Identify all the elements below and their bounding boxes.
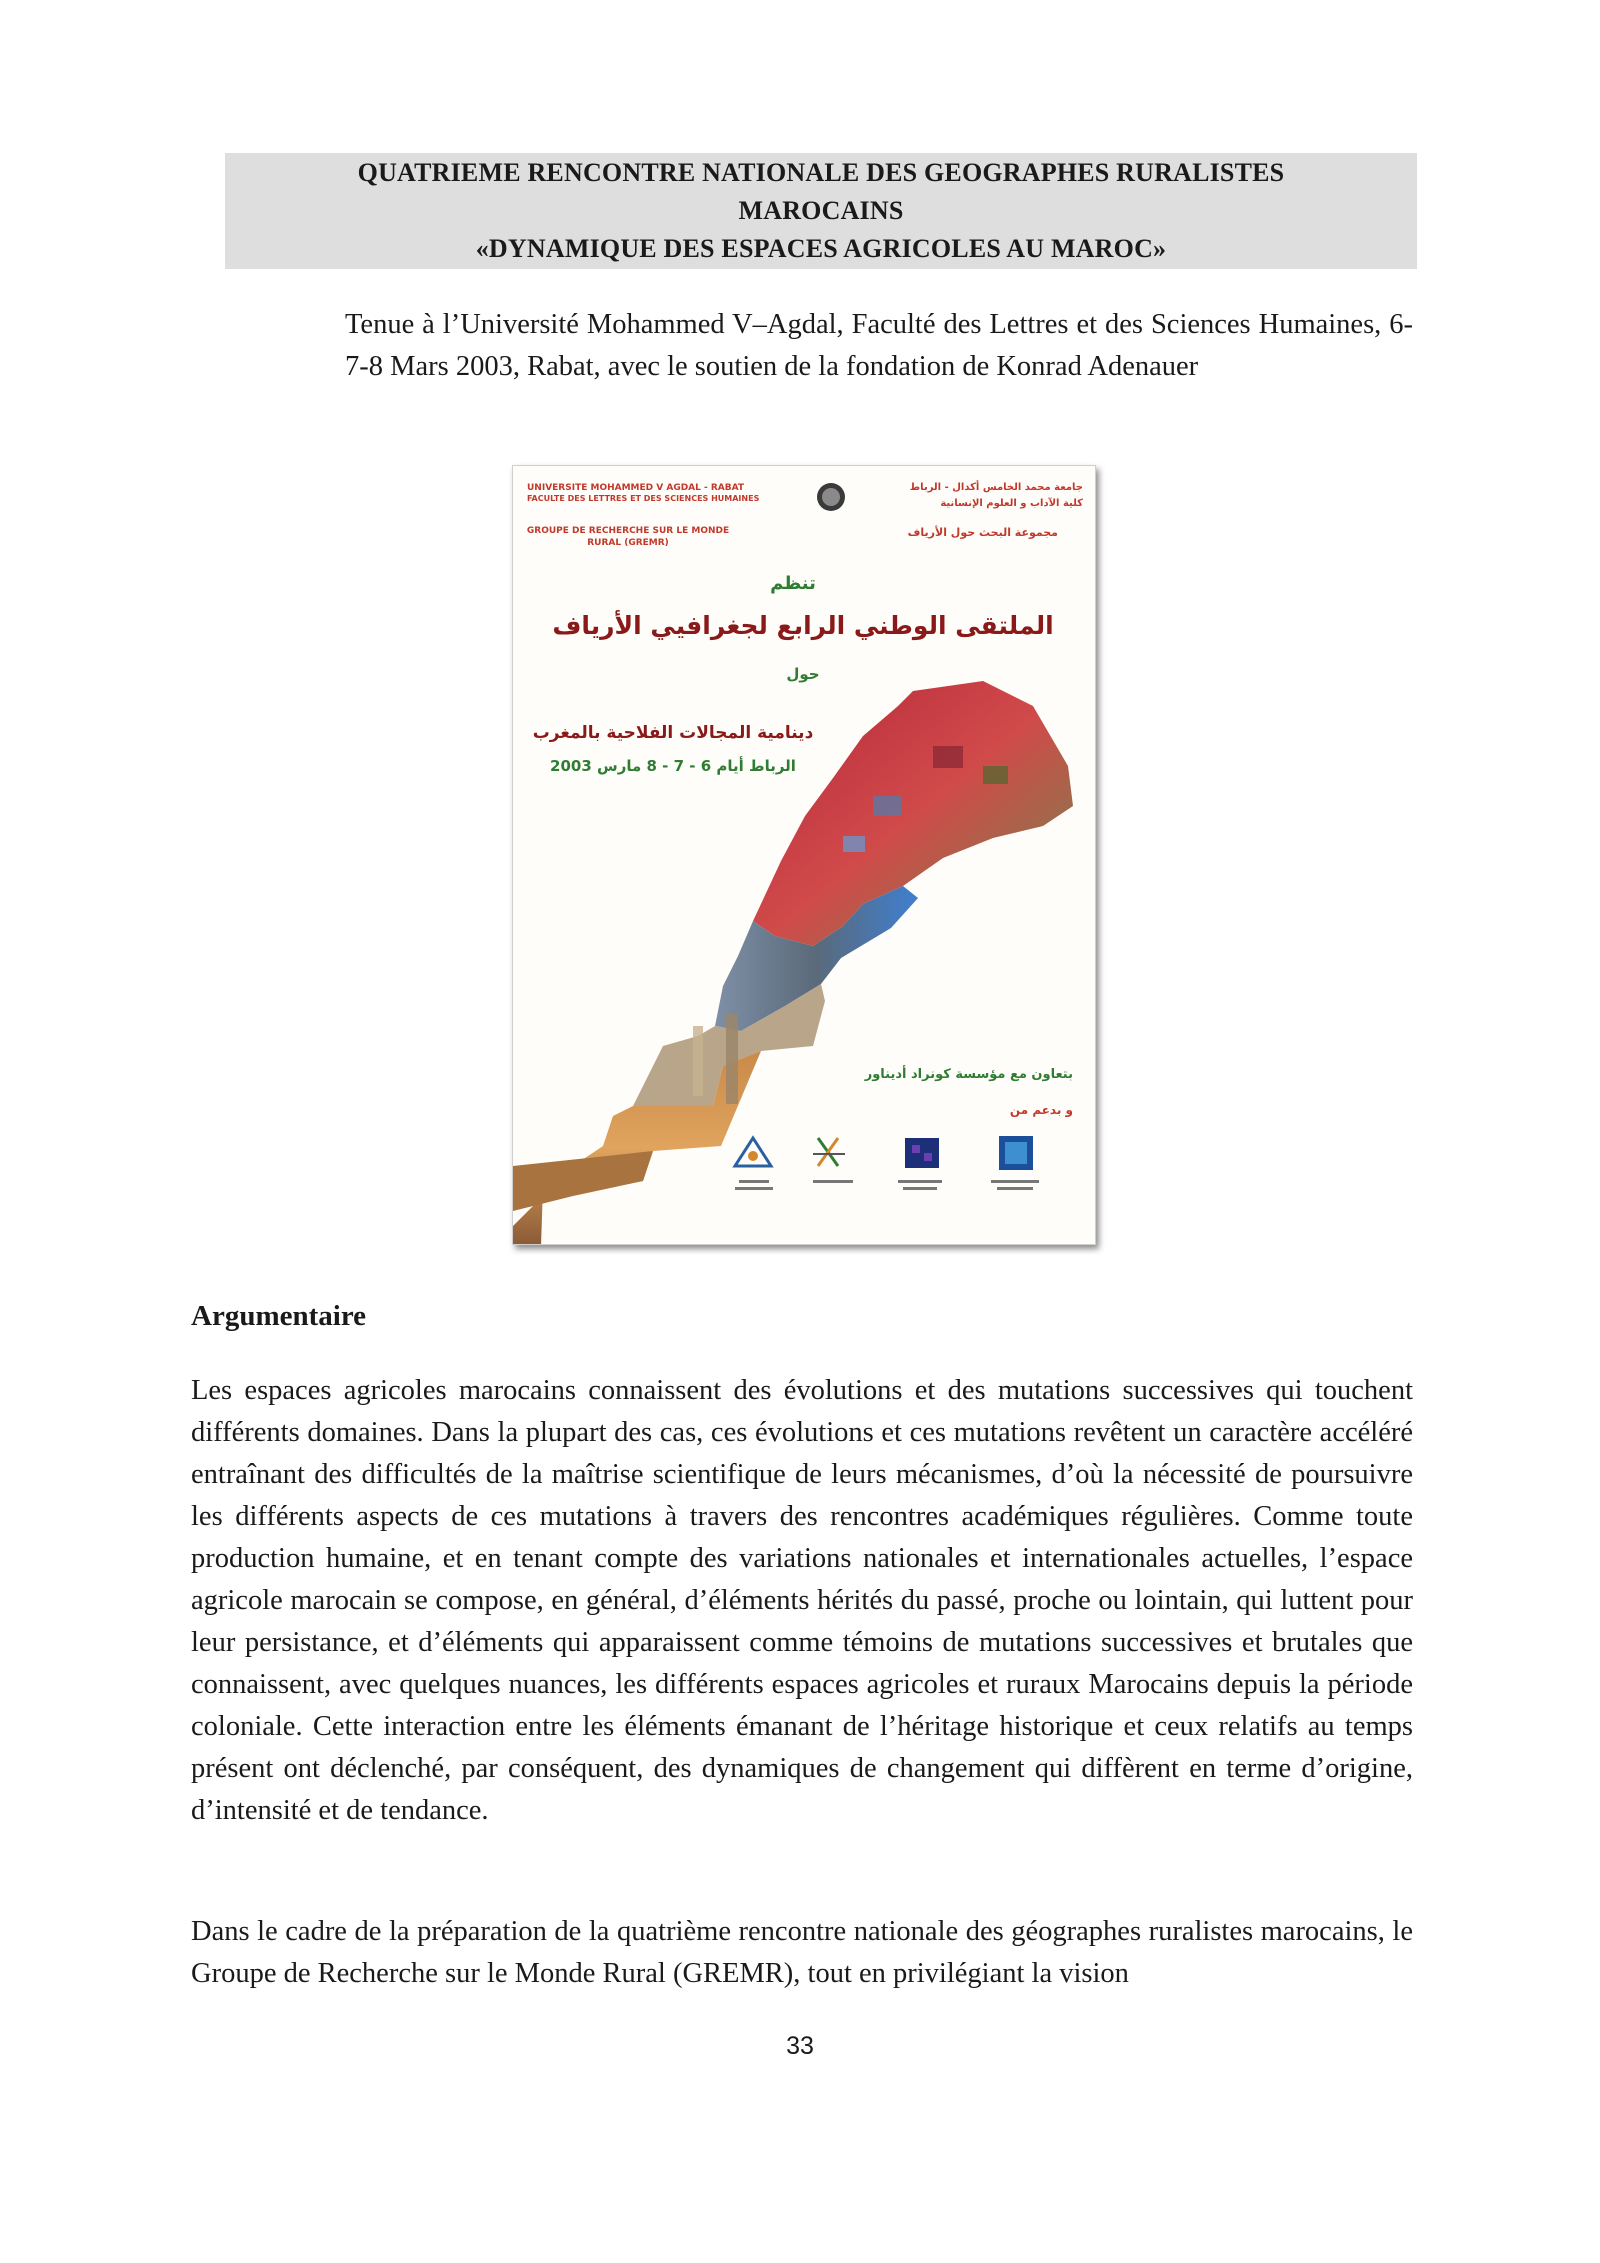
title-band bbox=[225, 153, 1417, 269]
title-line-2: MAROCAINS bbox=[738, 196, 904, 225]
poster-theme-ar: دينامية المجالات الفلاحية بالمغرب bbox=[532, 723, 814, 743]
sponsor-logo-3-icon bbox=[905, 1138, 939, 1168]
poster-cooperation-ar: بتعاون مع مؤسسة كونراد أديناور bbox=[864, 1067, 1073, 1082]
sponsor-logo-2-icon bbox=[813, 1138, 845, 1166]
paragraph-2: Dans le cadre de la préparation de la quatrième rencontre nationale des géographes ruralistes marocains, le Groupe de Recherche sur le Monde Rural (GREMR), tout en privilégiant la vision bbox=[191, 1916, 1413, 1989]
title-line-3: «DYNAMIQUE DES ESPACES AGRICOLES AU MAROC» bbox=[475, 234, 1167, 263]
poster-about-ar: حول bbox=[786, 665, 820, 683]
poster-univ-fr: UNIVERSITE MOHAMMED V AGDAL - RABAT bbox=[527, 483, 745, 493]
poster-faculty-ar: كلية الآداب و العلوم الإنسانية bbox=[940, 498, 1083, 509]
section-heading: Argumentaire bbox=[191, 1300, 367, 1332]
poster-group-fr-2: RURAL (GREMR) bbox=[587, 538, 669, 548]
venue-text: Tenue à l’Université Mohammed V–Agdal, Faculté des Lettres et des Sciences Humaines, 6-7-8 Mars 2003, Rabat, avec le soutien de la fondation de Konrad Adenauer bbox=[345, 309, 1413, 382]
poster-organizes-ar: تنظم bbox=[770, 573, 816, 594]
conference-poster bbox=[512, 465, 1096, 1245]
page-number: 33 bbox=[786, 2032, 814, 2060]
poster-group-fr-1: GROUPE DE RECHERCHE SUR LE MONDE bbox=[526, 526, 730, 536]
paragraph-1: Les espaces agricoles marocains connaissent des évolutions et des mutations successives qui touchent différents domaines. Dans la plupart des cas, ces évolutions et ces mutations revêtent un caractère accéléré entraînant des difficultés de la maîtrise scientifique de leurs mécanismes, d’où la nécessité de poursuivre les différents aspects de ces mutations à travers des rencontres académiques régulières. Comme toute production humaine, et en tenant compte des variations nationales et internationales actuelles, l’espace agricole marocain se compose, en général, d’éléments hérités du passé, proche ou lointain, qui luttent pour leur persistance, et d’éléments qui apparaissent comme témoins de mutations successives et brutales que connaissent, avec quelques nuances, les différents espaces agricoles et ruraux Marocains depuis la période coloniale. Cette interaction entre les éléments émanant de l’héritage historique et ceux relatifs au temps présent ont déclenché, par conséquent, des dynamiques de changement qui diffèrent en terme d’origine, d’intensité et de tendance. bbox=[191, 1375, 1413, 1826]
poster-title-ar: الملتقى الوطني الرابع لجغرافيي الأرياف bbox=[552, 611, 1054, 640]
poster-artwork bbox=[513, 466, 1095, 1244]
sponsor-logo-1-icon bbox=[735, 1138, 771, 1166]
poster-univ-ar: جامعة محمد الخامس أكدال - الرباط bbox=[909, 482, 1083, 493]
poster-dates-ar: الرباط أيام 6 - 7 - 8 مارس 2003 bbox=[550, 757, 796, 775]
sponsor-logo-4-icon bbox=[999, 1136, 1033, 1170]
poster-group-ar: مجموعة البحث حول الأرياف bbox=[907, 526, 1058, 539]
poster-support-ar: و بدعم من bbox=[1009, 1103, 1073, 1117]
title-line-1: QUATRIEME RENCONTRE NATIONALE DES GEOGRAPHES RURALISTES bbox=[357, 158, 1285, 187]
poster-faculty-fr: FACULTE DES LETTRES ET DES SCIENCES HUMAINES bbox=[527, 494, 760, 503]
